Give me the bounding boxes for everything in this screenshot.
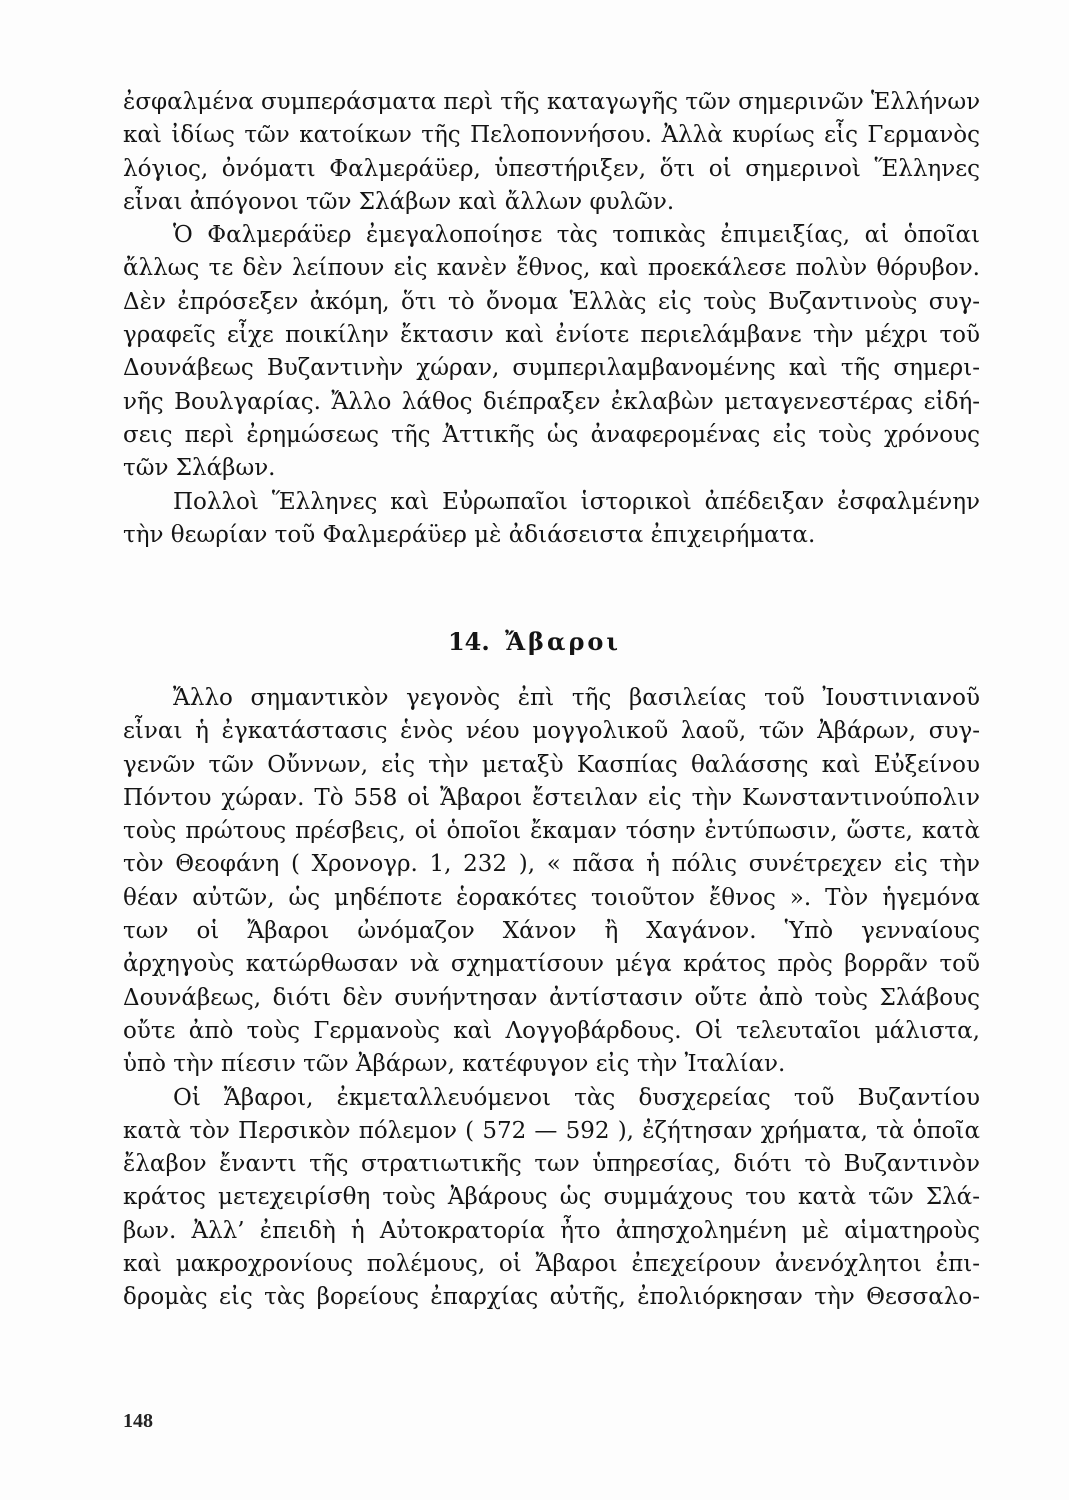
text-line: Δὲν ἐπρόσεξεν ἀκόμη, ὅτι τὸ ὄνομα Ἑλλὰς εἰς τοὺς Βυζαντινοὺς συγ-	[123, 288, 980, 315]
text-line: ἀρχηγοὺς κατώρθωσαν νὰ σχηματίσουν μέγα κράτος πρὸς βορρᾶν τοῦ	[123, 951, 980, 978]
text-line: εἶναι ἀπόγονοι τῶν Σλάβων καὶ ἄλλων φυλῶν.	[123, 188, 675, 215]
text-line: Ἄλλο σημαντικὸν γεγονὸς ἐπὶ τῆς βασιλείας τοῦ Ἰουστινιανοῦ	[173, 685, 980, 711]
text-line: ἄλλως τε δὲν λείπουν εἰς κανὲν ἔθνος, καὶ προεκάλεσε πολὺν θόρυβον.	[123, 255, 980, 282]
text-line: Οἱ Ἄβαροι, ἐκμεταλλευόμενοι τὰς δυσχερείας τοῦ Βυζαντίου	[173, 1084, 980, 1111]
text-line: ὑπὸ τὴν πίεσιν τῶν Ἀβάρων, κατέφυγον εἰς τὴν Ἰταλίαν.	[123, 1051, 786, 1078]
text-line: τῶν Σλάβων.	[123, 455, 276, 482]
text-line: θέαν αὐτῶν, ὡς μηδέποτε ἑορακότες τοιοῦτον ἔθνος ». Τὸν ἡγεμόνα	[123, 884, 980, 911]
text-line: Ὁ Φαλμεράϋερ ἐμεγαλοποίησε τὰς τοπικὰς ἐπιμειξίας, αἱ ὁποῖαι	[173, 222, 980, 249]
text-line: οὔτε ἀπὸ τοὺς Γερμανοὺς καὶ Λογγοβάρδους. Οἱ τελευταῖοι μάλιστα,	[123, 1017, 980, 1044]
text-line: ἔλαβον ἔναντι τῆς στρατιωτικῆς των ὑπηρεσίας, διότι τὸ Βυζαντινὸν	[123, 1151, 980, 1178]
text-line: Δουνάβεως, διότι δὲν συνήντησαν ἀντίστασιν οὔτε ἀπὸ τοὺς Σλάβους	[123, 984, 980, 1011]
text-line: Πολλοὶ Ἕλληνες καὶ Εὐρωπαῖοι ἱστορικοὶ ἀπέδειξαν ἐσφαλμένην	[173, 488, 980, 515]
paragraphs-falmerayer	[123, 86, 980, 552]
text-line: γενῶν τῶν Οὔννων, εἰς τὴν μεταξὺ Κασπίας θαλάσσης καὶ Εὐξείνου	[123, 751, 980, 778]
text-line: γραφεῖς εἶχε ποικίλην ἔκτασιν καὶ ἐνίοτε περιελάμβανε τὴν μέχρι τοῦ	[123, 322, 980, 349]
text-line: καὶ ἰδίως τῶν κατοίκων τῆς Πελοποννήσου. Ἀλλὰ κυρίως εἷς Γερμανὸς	[123, 122, 980, 149]
text-line: τὴν θεωρίαν τοῦ Φαλμεράϋερ μὲ ἀδιάσειστα ἐπιχειρήματα.	[123, 521, 816, 548]
text-line: ἐσφαλμένα συμπεράσματα περὶ τῆς καταγωγῆς τῶν σημερινῶν Ἑλλήνων	[123, 89, 981, 115]
text-line: κατὰ τὸν Περσικὸν πόλεμον ( 572 — 592 ), ἐζήτησαν χρήματα, τὰ ὁποῖα	[123, 1117, 980, 1144]
text-line: τοὺς πρώτους πρέσβεις, οἱ ὁποῖοι ἔκαμαν τόσην ἐντύπωσιν, ὥστε, κατὰ	[123, 818, 980, 845]
text-line: σεις περὶ ἐρημώσεως τῆς Ἀττικῆς ὡς ἀναφερομένας εἰς τοὺς χρόνους	[123, 421, 980, 448]
text-line: των οἱ Ἄβαροι ὠνόμαζον Χάνον ἢ Χαγάνον. Ὑπὸ γενναίους	[123, 918, 980, 945]
text-line: Πόντου χώραν. Τὸ 558 οἱ Ἄβαροι ἔστειλαν εἰς τὴν Κωνσταντινούπολιν	[123, 784, 980, 811]
section-number: 14.	[447, 627, 490, 656]
text-line: εἶναι ἡ ἐγκατάστασις ἑνὸς νέου μογγολικοῦ λαοῦ, τῶν Ἀβάρων, συγ-	[123, 718, 980, 745]
section-heading	[0, 622, 1069, 662]
section-title: Ἄβαροι	[505, 627, 622, 656]
text-line: δρομὰς εἰς τὰς βορείους ἐπαρχίας αὐτῆς, ἐπολιόρκησαν τὴν Θεσσαλο-	[123, 1284, 980, 1311]
text-line: Δουνάβεως Βυζαντινὴν χώραν, συμπεριλαμβανομένης καὶ τῆς σημερι-	[123, 355, 980, 382]
text-line: τὸν Θεοφάνη ( Χρονογρ. 1, 232 ), « πᾶσα ἡ πόλις συνέτρεχεν εἰς τὴν	[123, 851, 980, 878]
text-line: λόγιος, ὀνόματι Φαλμεράϋερ, ὑπεστήριξεν, ὅτι οἱ σημερινοὶ Ἕλληνες	[123, 155, 980, 182]
text-line: βων. Ἀλλ’ ἐπειδὴ ἡ Αὐτοκρατορία ἦτο ἀπησχολημένη μὲ αἱματηροὺς	[123, 1217, 980, 1244]
page-number: 148	[123, 1410, 153, 1432]
text-line: νῆς Βουλγαρίας. Ἄλλο λάθος διέπραξεν ἐκλαβὼν μεταγενεστέρας εἰδή-	[123, 388, 980, 415]
text-line: κράτος μετεχειρίσθη τοὺς Ἀβάρους ὡς συμμάχους του κατὰ τῶν Σλά-	[123, 1184, 980, 1211]
text-line: καὶ μακροχρονίους πολέμους, οἱ Ἄβαροι ἐπεχείρουν ἀνενόχλητοι ἐπι-	[123, 1251, 980, 1278]
paragraphs-avars	[123, 682, 980, 1315]
